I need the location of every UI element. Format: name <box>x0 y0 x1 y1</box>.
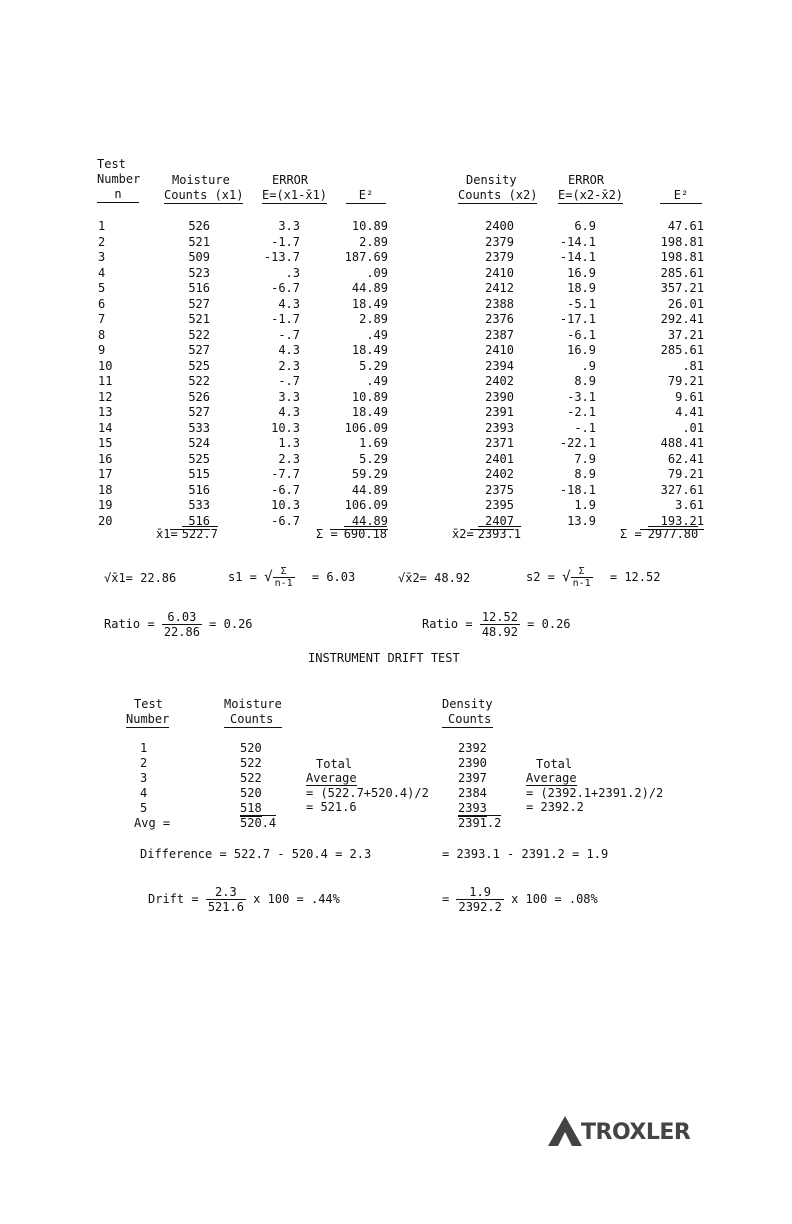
header-moisture-e2: E² <box>346 188 386 204</box>
moisture-count-cell: 526 <box>188 219 210 233</box>
s2-formula: s2 = √ $\frac{\Sigma}{n-1}$ = 12.52 <box>526 566 661 589</box>
moisture-count-cell: 522 <box>188 374 210 388</box>
difference-moisture: Difference = 522.7 - 520.4 = 2.3 <box>140 847 372 861</box>
troxler-triangle-icon <box>548 1114 582 1148</box>
density-count-cell: 2394 <box>485 358 514 373</box>
drift-header-test: Test Number <box>126 697 170 726</box>
moisture-total-average: Total Average = (522.7+520.4)/2 = 521.6 <box>306 757 429 814</box>
moisture-error-cell: -.7 <box>278 374 300 388</box>
drift-test-number-cell: 1 <box>140 741 148 755</box>
density-total-average: Total Average = (2392.1+2391.2)/2 = 2392.2 <box>526 757 664 814</box>
density-count-cell: 2376 <box>485 312 514 326</box>
header-moisture-counts: Moisture Counts (x1) <box>164 173 244 202</box>
drift-moisture-count-cell: 522 <box>240 771 262 785</box>
density-error-cell: 18.9 <box>567 281 596 295</box>
moisture-error-cell: 1.3 <box>278 436 300 450</box>
moisture-error-cell: 2.3 <box>278 451 300 466</box>
drift-density-count-cell: 2393 <box>458 801 487 815</box>
moisture-error-cell: -13.7 <box>263 250 300 264</box>
density-error-cell: -3.1 <box>567 389 596 404</box>
moisture-error-cell: 3.3 <box>278 219 300 233</box>
density-e2-cell: 357.21 <box>660 281 704 295</box>
drift-density-count-cell: 2397 <box>458 771 487 785</box>
moisture-count-cell: 527 <box>188 296 210 311</box>
density-count-cell: 2391 <box>485 405 514 419</box>
density-count-cell: 2402 <box>485 374 514 388</box>
density-e2-cell: 4.41 <box>675 405 704 419</box>
moisture-e2-cell: .09 <box>366 265 388 280</box>
header-density-e2: E² <box>660 188 702 204</box>
test-number-cell: 8 <box>98 327 106 342</box>
density-e2-cell: 292.41 <box>660 312 704 326</box>
density-count-cell: 2395 <box>485 498 514 512</box>
density-e2-cell: 198.81 <box>660 234 704 249</box>
density-e2-cell: 37.21 <box>667 327 704 342</box>
drift-moisture-count-cell: 520 <box>240 786 262 800</box>
drift-moisture-count-cell: 522 <box>240 756 262 770</box>
test-number-cell: 4 <box>98 265 106 280</box>
density-count-cell: 2379 <box>485 250 514 264</box>
moisture-count-cell: 516 <box>170 514 210 531</box>
header-moisture-error: ERROR E=(x1-x̄1) <box>262 173 328 202</box>
drift-test-number-cell: 4 <box>140 786 148 800</box>
moisture-e2-cell: 106.09 <box>344 420 388 435</box>
density-error-cell: -.1 <box>574 420 596 435</box>
density-error-cell: 1.9 <box>574 498 596 512</box>
moisture-count-cell: 527 <box>188 343 210 357</box>
header-density-error: ERROR E=(x2-x̄2) <box>558 173 624 202</box>
density-error-cell: -22.1 <box>559 436 596 450</box>
moisture-e2-cell: 187.69 <box>344 250 388 264</box>
drift-avg-label: Avg = <box>134 816 171 830</box>
density-count-cell: 2390 <box>485 389 514 404</box>
density-error-cell: .9 <box>581 358 596 373</box>
density-error-cell: -2.1 <box>567 405 596 419</box>
test-number-cell: 7 <box>98 312 106 326</box>
density-e2-cell: 285.61 <box>660 265 704 280</box>
density-count-cell: 2410 <box>485 265 514 280</box>
moisture-error-cell: -1.7 <box>271 312 300 326</box>
test-number-cell: 17 <box>98 467 113 481</box>
moisture-error-cell: 4.3 <box>278 405 300 419</box>
moisture-count-cell: 522 <box>188 327 210 342</box>
difference-density: = 2393.1 - 2391.2 = 1.9 <box>442 847 609 861</box>
moisture-error-cell: -1.7 <box>271 234 300 249</box>
moisture-count-cell: 524 <box>188 436 210 450</box>
moisture-count-cell: 523 <box>188 265 210 280</box>
moisture-e2-cell: .49 <box>366 374 388 388</box>
moisture-error-cell: 2.3 <box>278 358 300 373</box>
test-number-cell: 6 <box>98 296 106 311</box>
test-number-cell: 5 <box>98 281 106 295</box>
density-e2-cell: .81 <box>682 358 704 373</box>
density-error-cell: -18.1 <box>559 482 596 497</box>
column-test-number <box>98 219 112 529</box>
test-number-cell: 14 <box>98 420 113 435</box>
density-error-cell: 16.9 <box>567 265 596 280</box>
test-number-cell: 1 <box>98 219 106 233</box>
test-number-cell: 19 <box>98 498 113 512</box>
density-count-cell: 2410 <box>485 343 514 357</box>
test-number-cell: 16 <box>98 451 113 466</box>
ratio-moisture: Ratio = $\frac{6.03}{22.86}$ = 0.26 <box>104 610 253 639</box>
moisture-e2-cell: 10.89 <box>351 219 388 233</box>
test-number-cell: 10 <box>98 358 113 373</box>
moisture-count-cell: 516 <box>188 482 210 497</box>
density-error-cell: -6.1 <box>567 327 596 342</box>
density-error-cell: 7.9 <box>574 451 596 466</box>
test-number-cell: 2 <box>98 234 106 249</box>
moisture-e2-cell: 1.69 <box>359 436 388 450</box>
density-e2-cell: 9.61 <box>675 389 704 404</box>
density-count-cell: 2407 <box>470 514 514 531</box>
moisture-e2-cell: 18.49 <box>351 343 388 357</box>
moisture-count-cell: 521 <box>188 312 210 326</box>
test-number-cell: 20 <box>98 513 113 528</box>
header-test-number: Test Number n <box>97 157 141 201</box>
moisture-error-cell: 3.3 <box>278 389 300 404</box>
density-count-cell: 2387 <box>485 327 514 342</box>
density-count-cell: 2393 <box>485 420 514 435</box>
test-number-cell: 18 <box>98 482 113 497</box>
drift-density-avg: 2391.2 <box>458 816 502 830</box>
density-error-cell: -17.1 <box>559 312 596 326</box>
density-e2-cell: 198.81 <box>660 250 704 264</box>
drift-density-count-cell: 2390 <box>458 756 487 770</box>
sqrt-x2: √x̄2= 48.92 <box>398 571 471 585</box>
moisture-sum: Σ = 690.18 <box>316 527 388 541</box>
moisture-count-cell: 527 <box>188 405 210 419</box>
density-e2-cell: 47.61 <box>667 219 704 233</box>
density-count-cell: 2400 <box>485 219 514 233</box>
density-e2-cell: 79.21 <box>667 467 704 481</box>
density-sum: Σ = 2977.80 <box>620 527 699 541</box>
drift-test-numbers <box>140 741 147 816</box>
moisture-e2-cell: 59.29 <box>351 467 388 481</box>
moisture-e2-cell: 18.49 <box>351 405 388 419</box>
density-e2-cell: 285.61 <box>660 343 704 357</box>
density-count-cell: 2379 <box>485 234 514 249</box>
moisture-e2-cell: 2.89 <box>359 234 388 249</box>
column-moisture-e2 <box>330 219 388 530</box>
drift-test-number-cell: 3 <box>140 771 148 785</box>
moisture-e2-cell: 2.89 <box>359 312 388 326</box>
column-moisture-counts <box>170 219 210 530</box>
density-count-cell: 2388 <box>485 296 514 311</box>
moisture-count-cell: 515 <box>188 467 210 481</box>
drift-test-number-cell: 2 <box>140 756 148 770</box>
moisture-error-cell: 10.3 <box>271 498 300 512</box>
test-number-cell: 9 <box>98 343 106 357</box>
moisture-error-cell: 10.3 <box>271 420 300 435</box>
drift-density: = $\frac{1.9}{2392.2}$ x 100 = .08% <box>442 885 598 914</box>
density-count-cell: 2401 <box>485 451 514 466</box>
column-moisture-errors <box>244 219 300 529</box>
moisture-e2-cell: 44.89 <box>351 482 388 497</box>
header-density-counts: Density Counts (x2) <box>458 173 538 202</box>
density-e2-cell: 62.41 <box>667 451 704 466</box>
test-number-cell: 15 <box>98 436 113 450</box>
moisture-error-cell: 4.3 <box>278 296 300 311</box>
moisture-error-cell: -6.7 <box>271 513 300 528</box>
moisture-e2-cell: 5.29 <box>359 451 388 466</box>
logo-text: TROXLER <box>581 1120 691 1145</box>
density-error-cell: -5.1 <box>567 296 596 311</box>
moisture-error-cell: 4.3 <box>278 343 300 357</box>
moisture-error-cell: .3 <box>285 265 300 280</box>
density-error-cell: -14.1 <box>559 234 596 249</box>
moisture-e2-cell: 44.89 <box>330 514 388 531</box>
column-density-counts <box>470 219 514 530</box>
moisture-e2-cell: 18.49 <box>351 296 388 311</box>
test-number-cell: 12 <box>98 389 113 404</box>
density-e2-cell: 26.01 <box>667 296 704 311</box>
test-number-cell: 3 <box>98 250 106 264</box>
drift-density-count-cell: 2392 <box>458 741 487 755</box>
density-mean: x̄2= 2393.1 <box>452 527 522 541</box>
moisture-e2-cell: 5.29 <box>359 358 388 373</box>
moisture-count-cell: 516 <box>188 281 210 295</box>
density-count-cell: 2402 <box>485 467 514 481</box>
moisture-e2-cell: 106.09 <box>344 498 388 512</box>
density-error-cell: 8.9 <box>574 467 596 481</box>
column-density-errors <box>546 219 596 529</box>
test-number-cell: 13 <box>98 405 113 419</box>
density-error-cell: 16.9 <box>567 343 596 357</box>
density-count-cell: 2412 <box>485 281 514 295</box>
moisture-e2-cell: .49 <box>366 327 388 342</box>
moisture-count-cell: 525 <box>188 358 210 373</box>
density-error-cell: 13.9 <box>567 513 596 528</box>
s1-formula: s1 = √ $\frac{\Sigma}{n-1}$ = 6.03 <box>228 566 356 589</box>
moisture-mean: x̄1= 522.7 <box>156 527 218 541</box>
density-e2-cell: 193.21 <box>640 514 704 531</box>
ratio-density: Ratio = $\frac{12.52}{48.92}$ = 0.26 <box>422 610 571 639</box>
density-count-cell: 2371 <box>485 436 514 450</box>
drift-moisture-avg: 520.4 <box>240 816 277 830</box>
drift-moisture-counts <box>240 741 262 817</box>
density-error-cell: -14.1 <box>559 250 596 264</box>
density-e2-cell: 327.61 <box>660 482 704 497</box>
moisture-e2-cell: 10.89 <box>351 389 388 404</box>
density-count-cell: 2375 <box>485 482 514 497</box>
drift-header-moisture: Moisture Counts <box>224 697 282 726</box>
density-e2-cell: 3.61 <box>675 498 704 512</box>
drift-moisture-count-cell: 520 <box>240 741 262 755</box>
moisture-e2-cell: 44.89 <box>351 281 388 295</box>
density-e2-cell: 488.41 <box>660 436 704 450</box>
drift-moisture: Drift = $\frac{2.3}{521.6}$ x 100 = .44% <box>148 885 340 914</box>
density-e2-cell: .01 <box>682 420 704 435</box>
moisture-count-cell: 521 <box>188 234 210 249</box>
troxler-logo <box>548 1114 698 1148</box>
drift-header-density: Density Counts <box>442 697 493 726</box>
drift-density-count-cell: 2384 <box>458 786 487 800</box>
column-density-e2 <box>640 219 704 530</box>
drift-moisture-count-cell: 518 <box>240 801 262 815</box>
moisture-error-cell: -.7 <box>278 327 300 342</box>
moisture-error-cell: -6.7 <box>271 482 300 497</box>
test-number-cell: 11 <box>98 374 113 388</box>
sqrt-x1: √x̄1= 22.86 <box>104 571 177 585</box>
density-error-cell: 8.9 <box>574 374 596 388</box>
moisture-count-cell: 526 <box>188 389 210 404</box>
moisture-count-cell: 525 <box>188 451 210 466</box>
drift-test-number-cell: 5 <box>140 801 148 815</box>
density-e2-cell: 79.21 <box>667 374 704 388</box>
moisture-count-cell: 533 <box>188 420 210 435</box>
drift-density-counts <box>458 741 487 817</box>
moisture-error-cell: -7.7 <box>271 467 300 481</box>
moisture-error-cell: -6.7 <box>271 281 300 295</box>
moisture-count-cell: 533 <box>188 498 210 512</box>
moisture-count-cell: 509 <box>188 250 210 264</box>
density-error-cell: 6.9 <box>574 219 596 233</box>
drift-title: INSTRUMENT DRIFT TEST <box>308 651 460 665</box>
